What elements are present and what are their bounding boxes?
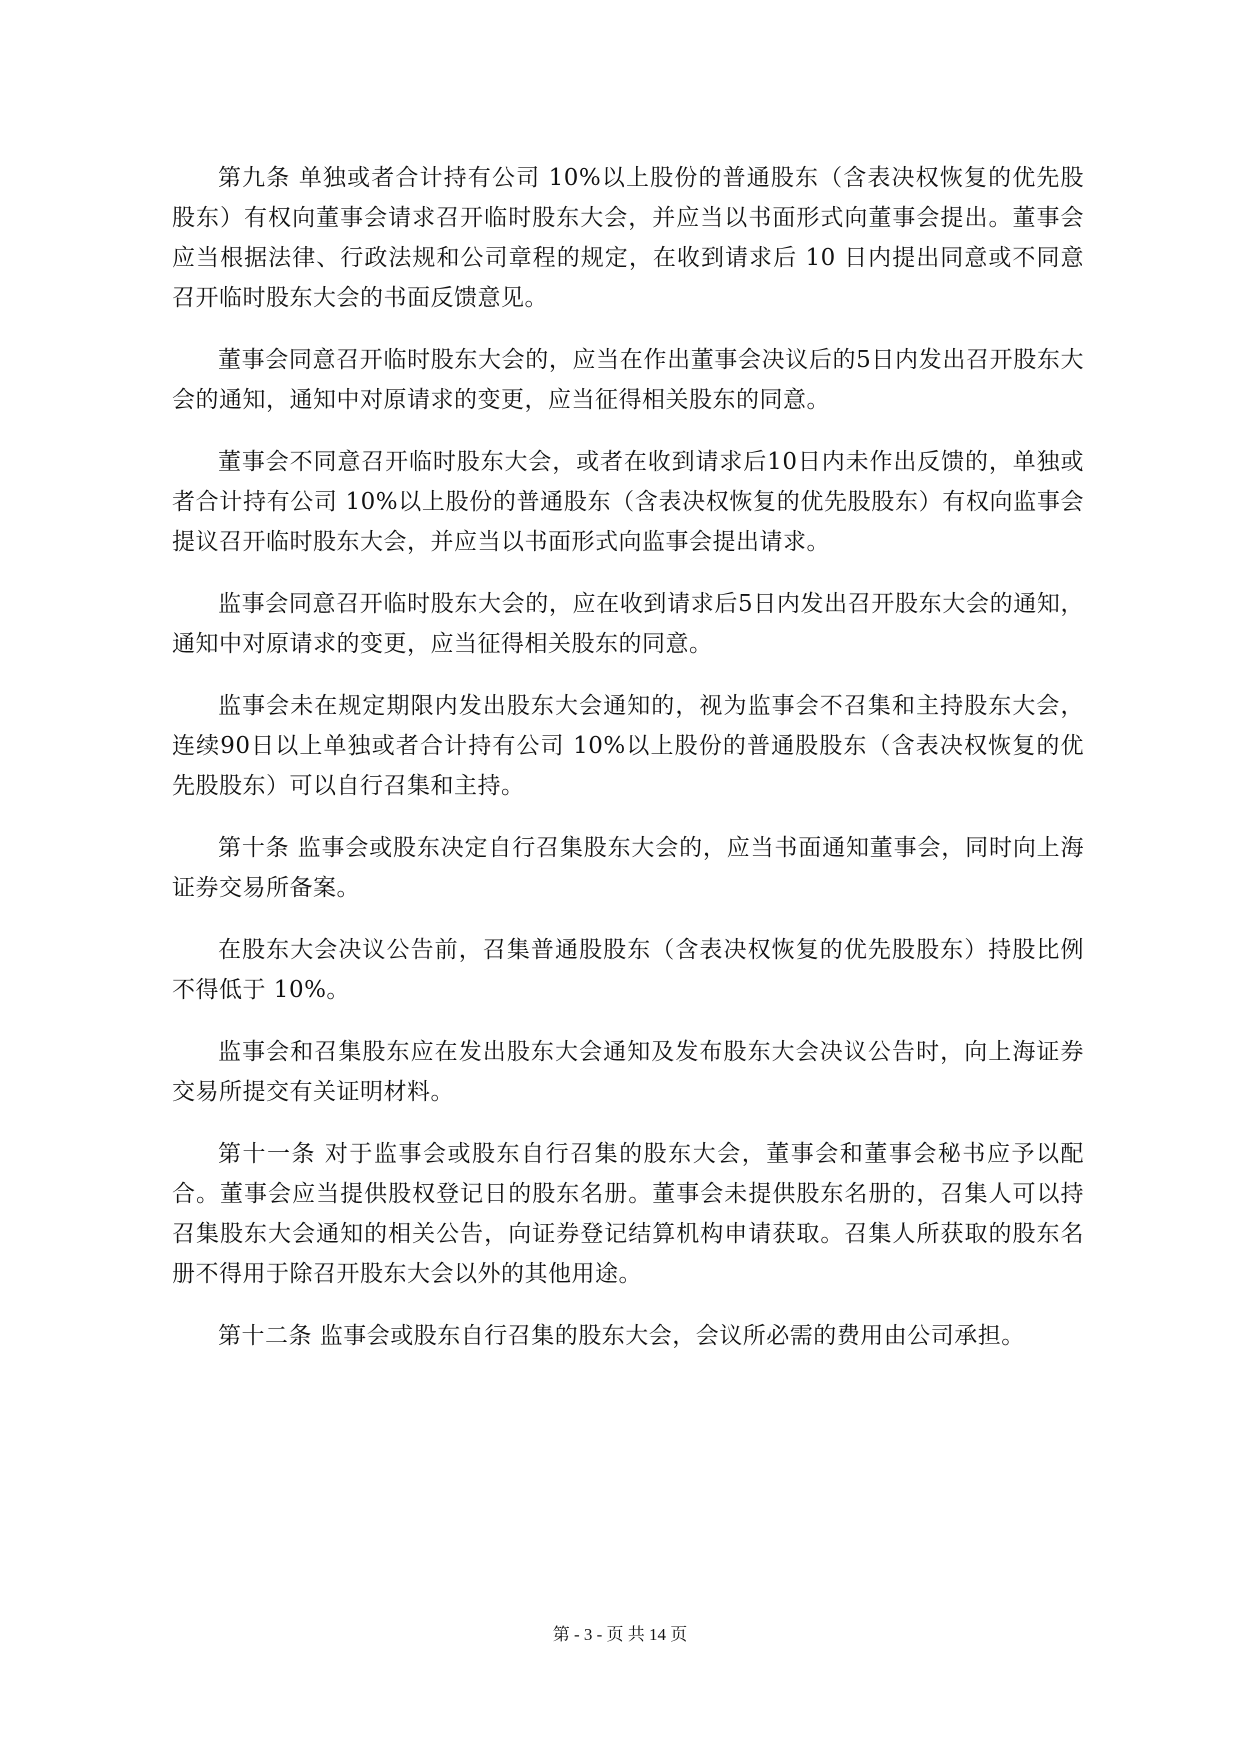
shareholding-ratio-paragraph: 在股东大会决议公告前，召集普通股股东（含表决权恢复的优先股股东）持股比例不得低于 10%。 — [172, 937, 1084, 1003]
board-refusal-paragraph: 董事会不同意召开临时股东大会，或者在收到请求后10日内未作出反馈的，单独或者合计持有公司 10%以上股份的普通股东（含表决权恢复的优先股股东）有权向监事会提议召开临时股东大会，并应当以书面形式向监事会提出请求。 — [172, 449, 1084, 555]
supervisory-failure-paragraph: 监事会未在规定期限内发出股东大会通知的，视为监事会不召集和主持股东大会，连续90日以上单独或者合计持有公司 10%以上股份的普通股股东（含表决权恢复的优先股股东）可以自行召集和主持。 — [172, 693, 1084, 799]
article-9-paragraph: 第九条 单独或者合计持有公司 10%以上股份的普通股东（含表决权恢复的优先股股东）有权向董事会请求召开临时股东大会，并应当以书面形式向董事会提出。董事会应当根据法律、行政法规和公司章程的规定，在收到请求后 10 日内提出同意或不同意召开临时股东大会的书面反馈意见。 — [172, 165, 1084, 311]
supporting-materials-paragraph: 监事会和召集股东应在发出股东大会通知及发布股东大会决议公告时，向上海证券交易所提交有关证明材料。 — [172, 1039, 1084, 1105]
article-11-paragraph: 第十一条 对于监事会或股东自行召集的股东大会，董事会和董事会秘书应予以配合。董事会应当提供股权登记日的股东名册。董事会未提供股东名册的，召集人可以持召集股东大会通知的相关公告，向证券登记结算机构申请获取。召集人所获取的股东名册不得用于除召开股东大会以外的其他用途。 — [172, 1141, 1084, 1287]
board-consent-paragraph: 董事会同意召开临时股东大会的，应当在作出董事会决议后的5日内发出召开股东大会的通知，通知中对原请求的变更，应当征得相关股东的同意。 — [172, 347, 1084, 413]
article-12-paragraph: 第十二条 监事会或股东自行召集的股东大会，会议所必需的费用由公司承担。 — [218, 1323, 1025, 1349]
page-number-footer: 第 - 3 - 页 共 14 页 — [552, 1625, 688, 1644]
document-body — [172, 158, 1084, 1378]
article-10-paragraph: 第十条 监事会或股东决定自行召集股东大会的，应当书面通知董事会，同时向上海证券交易所备案。 — [172, 835, 1084, 901]
supervisory-consent-paragraph: 监事会同意召开临时股东大会的，应在收到请求后5日内发出召开股东大会的通知，通知中对原请求的变更，应当征得相关股东的同意。 — [172, 591, 1084, 657]
